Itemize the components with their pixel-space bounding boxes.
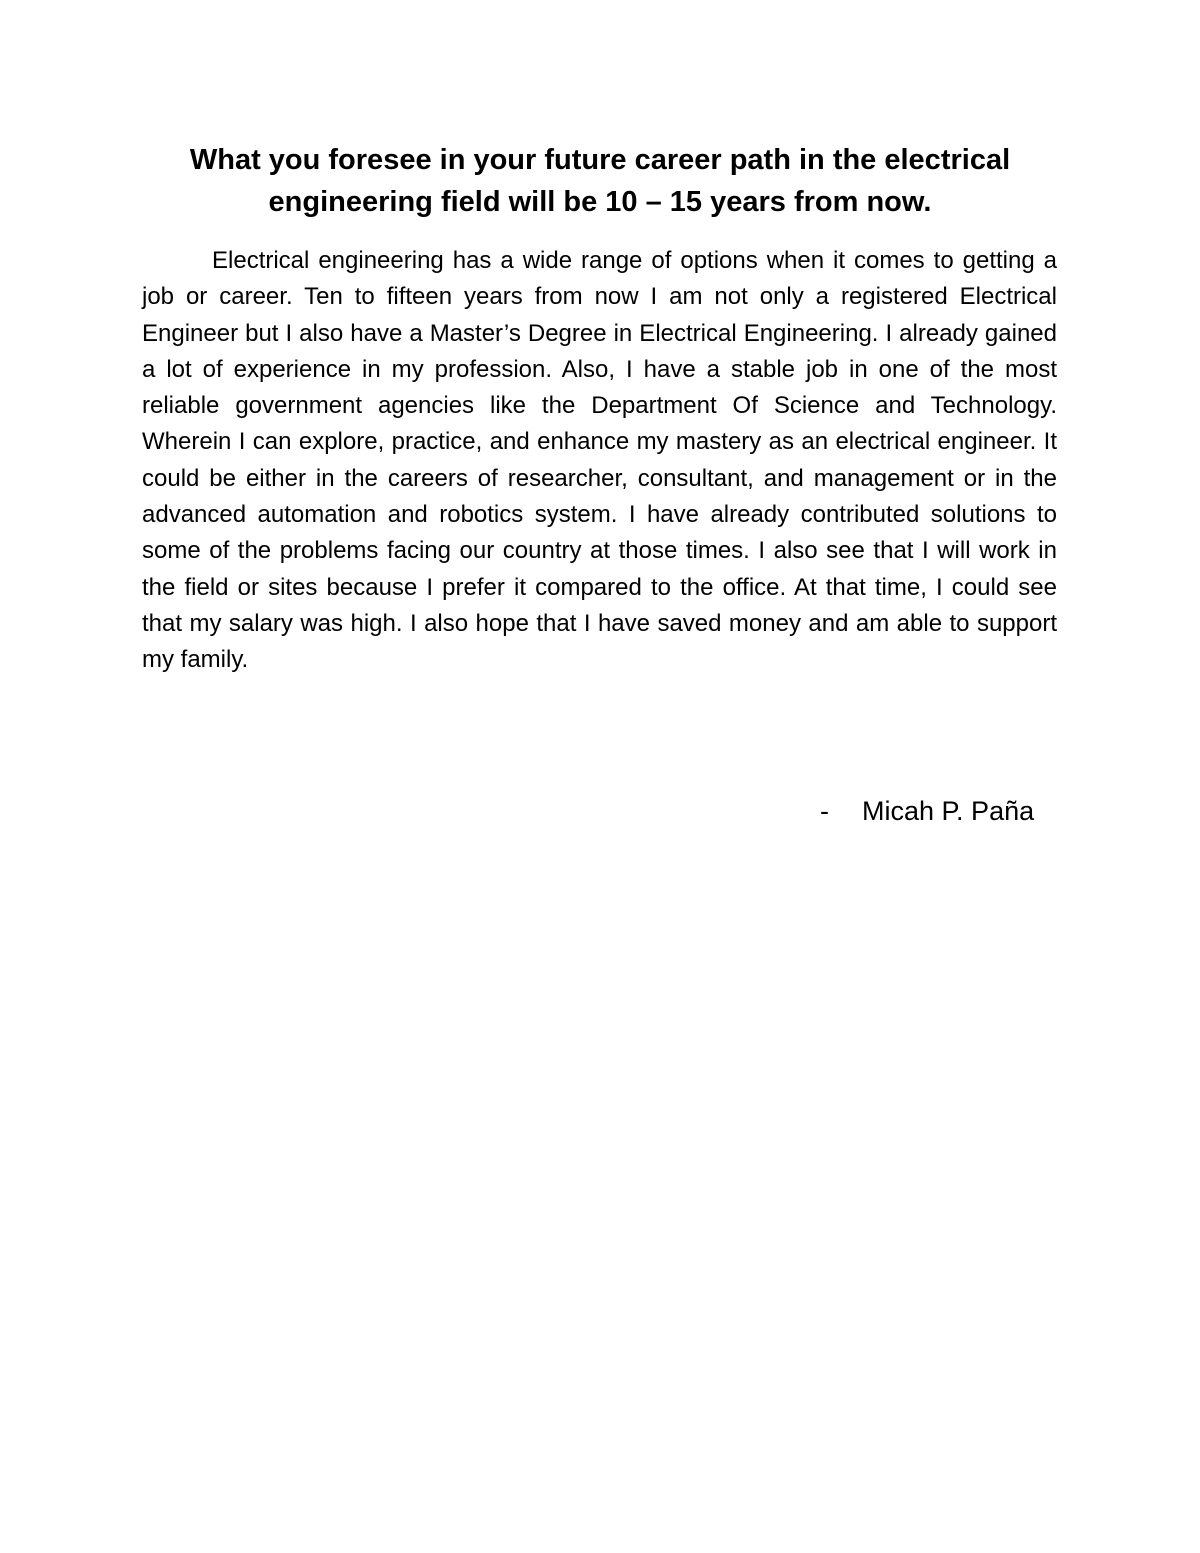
signature-dash: - [820, 796, 829, 826]
document-title: What you foresee in your future career path in the electrical engineering field will be 10 – 15 years from now. [189, 144, 1011, 218]
author-name: Micah P. Paña [862, 796, 1035, 826]
signature-line [820, 791, 1060, 831]
body-paragraph: Electrical engineering has a wide range of options when it comes to getting a job or career. Ten to fifteen years from now I am not only a registered Electrical Engineer but I also have a Master’s Degree in Electrical Engineering. I already gained a lot of experience in my profession. Also, I have a stable job in one of the most reliable government agencies like the Department Of Science and Technology. Wherein I can explore, practice, and enhance my mastery as an electrical engineer. It could be either in the careers of researcher, consultant, and management or in the advanced automation and robotics system. I have already contributed solutions to some of the problems facing our country at those times. I also see that I will work in the field or sites because I prefer it compared to the office. At that time, I could see that my salary was high. I also hope that I have saved money and am able to support my family. [142, 247, 1057, 674]
